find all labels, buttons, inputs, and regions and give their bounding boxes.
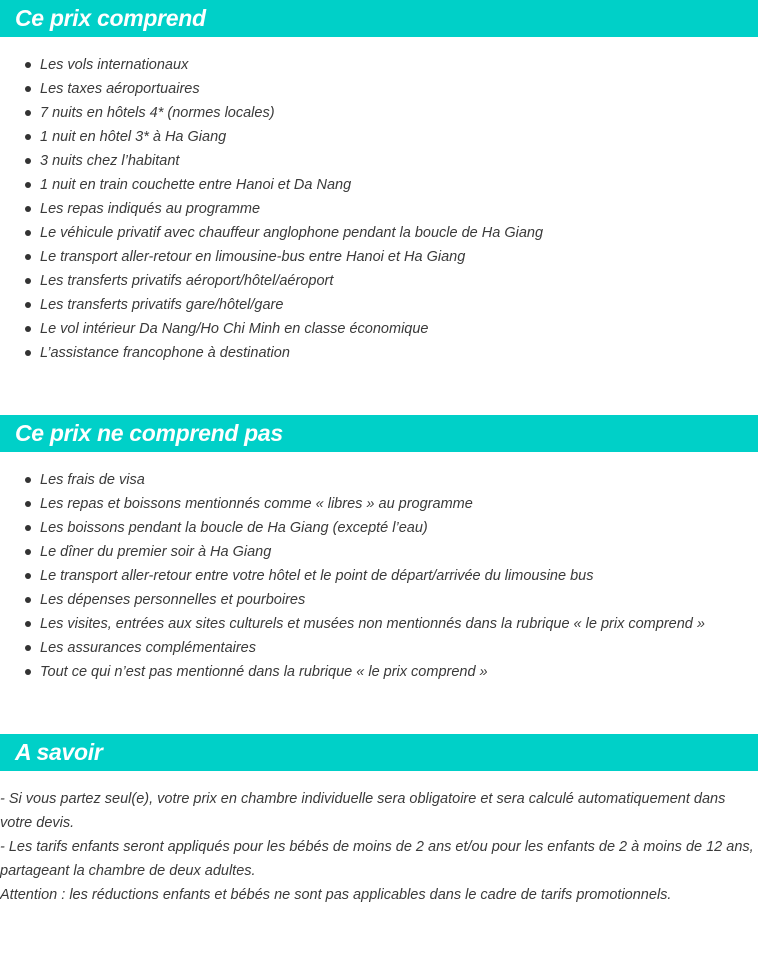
excluded-item-text: Les frais de visa: [40, 472, 145, 488]
excluded-list-item: [0, 660, 705, 684]
included-list-item: [0, 77, 543, 101]
included-list-item: [0, 245, 543, 269]
excluded-list-item: [0, 612, 705, 636]
excluded-list-item: [0, 588, 705, 612]
excluded-list-item: [0, 540, 705, 564]
included-item-text: Les repas indiqués au programme: [40, 201, 261, 217]
excluded-item-text: Les boissons pendant la boucle de Ha Giang (excepté l’eau): [40, 520, 428, 536]
excluded-item-text: Le dîner du premier soir à Ha Giang: [40, 544, 272, 560]
included-item-text: L’assistance francophone à destination: [40, 345, 290, 361]
included-list-item: [0, 125, 543, 149]
included-list-item: [0, 149, 543, 173]
bullet-icon: [25, 86, 31, 92]
included-list-item: [0, 53, 543, 77]
included-item-text: Le véhicule privatif avec chauffeur anglophone pendant la boucle de Ha Giang: [40, 225, 544, 241]
bullet-icon: [25, 254, 31, 260]
bullet-icon: [25, 621, 31, 627]
included-list-item: [0, 269, 543, 293]
bullet-icon: [25, 549, 31, 555]
bullet-icon: [25, 110, 31, 116]
included-item-text: Le transport aller-retour en limousine-bus entre Hanoi et Ha Giang: [40, 249, 466, 265]
bullet-icon: [25, 182, 31, 188]
info-notes: [0, 787, 756, 907]
included-section-title: Ce prix comprend: [15, 5, 206, 31]
bullet-icon: [25, 230, 31, 236]
excluded-list-item: [0, 492, 705, 516]
excluded-section-title: Ce prix ne comprend pas: [15, 420, 283, 446]
included-list-item: [0, 197, 543, 221]
included-list-item: [0, 173, 543, 197]
excluded-list-item: [0, 468, 705, 492]
bullet-icon: [25, 278, 31, 284]
included-item-text: Les vols internationaux: [40, 57, 189, 73]
included-item-text: 3 nuits chez l’habitant: [40, 153, 180, 169]
excluded-item-text: Le transport aller-retour entre votre hôtel et le point de départ/arrivée du limousine bus: [40, 568, 594, 584]
included-section-header: [0, 0, 758, 37]
excluded-section-header: [0, 415, 758, 452]
info-section-header: [0, 734, 758, 771]
included-item-text: Le vol intérieur Da Nang/Ho Chi Minh en classe économique: [40, 321, 429, 337]
included-list: [0, 53, 543, 365]
included-list-item: [0, 101, 543, 125]
excluded-item-text: Tout ce qui n’est pas mentionné dans la rubrique « le prix comprend »: [40, 664, 488, 680]
bullet-icon: [25, 326, 31, 332]
info-paragraph: Attention : les réductions enfants et bébés ne sont pas applicables dans le cadre de tarifs promotionnels.: [0, 887, 672, 903]
excluded-list-item: [0, 516, 705, 540]
excluded-list: [0, 468, 705, 684]
included-list-item: [0, 221, 543, 245]
excluded-list-item: [0, 636, 705, 660]
included-item-text: Les transferts privatifs aéroport/hôtel/aéroport: [40, 273, 334, 289]
bullet-icon: [25, 597, 31, 603]
included-list-item: [0, 317, 543, 341]
bullet-icon: [25, 134, 31, 140]
excluded-item-text: Les visites, entrées aux sites culturels et musées non mentionnés dans la rubrique « le prix comprend »: [40, 616, 705, 632]
bullet-icon: [25, 501, 31, 507]
included-item-text: Les transferts privatifs gare/hôtel/gare: [40, 297, 284, 313]
excluded-list-item: [0, 564, 705, 588]
bullet-icon: [25, 302, 31, 308]
info-paragraph: - Les tarifs enfants seront appliqués pour les bébés de moins de 2 ans et/ou pour les enfants de 2 à moins de 12 ans, partageant la chambre de deux adultes.: [0, 839, 754, 879]
bullet-icon: [25, 669, 31, 675]
included-item-text: 1 nuit en train couchette entre Hanoi et Da Nang: [40, 177, 352, 193]
included-list-item: [0, 293, 543, 317]
bullet-icon: [25, 158, 31, 164]
included-item-text: 7 nuits en hôtels 4* (normes locales): [40, 105, 275, 121]
bullet-icon: [25, 573, 31, 579]
included-list-item: [0, 341, 543, 365]
excluded-item-text: Les dépenses personnelles et pourboires: [40, 592, 306, 608]
info-paragraph: - Si vous partez seul(e), votre prix en chambre individuelle sera obligatoire et sera calculé automatiquement dans votre devis.: [0, 791, 726, 831]
excluded-item-text: Les assurances complémentaires: [40, 640, 256, 656]
bullet-icon: [25, 206, 31, 212]
bullet-icon: [25, 525, 31, 531]
bullet-icon: [25, 62, 31, 68]
included-item-text: 1 nuit en hôtel 3* à Ha Giang: [40, 129, 227, 145]
included-item-text: Les taxes aéroportuaires: [40, 81, 200, 97]
bullet-icon: [25, 645, 31, 651]
info-section-title: A savoir: [15, 739, 103, 765]
excluded-item-text: Les repas et boissons mentionnés comme « libres » au programme: [40, 496, 473, 512]
bullet-icon: [25, 350, 31, 356]
bullet-icon: [25, 477, 31, 483]
